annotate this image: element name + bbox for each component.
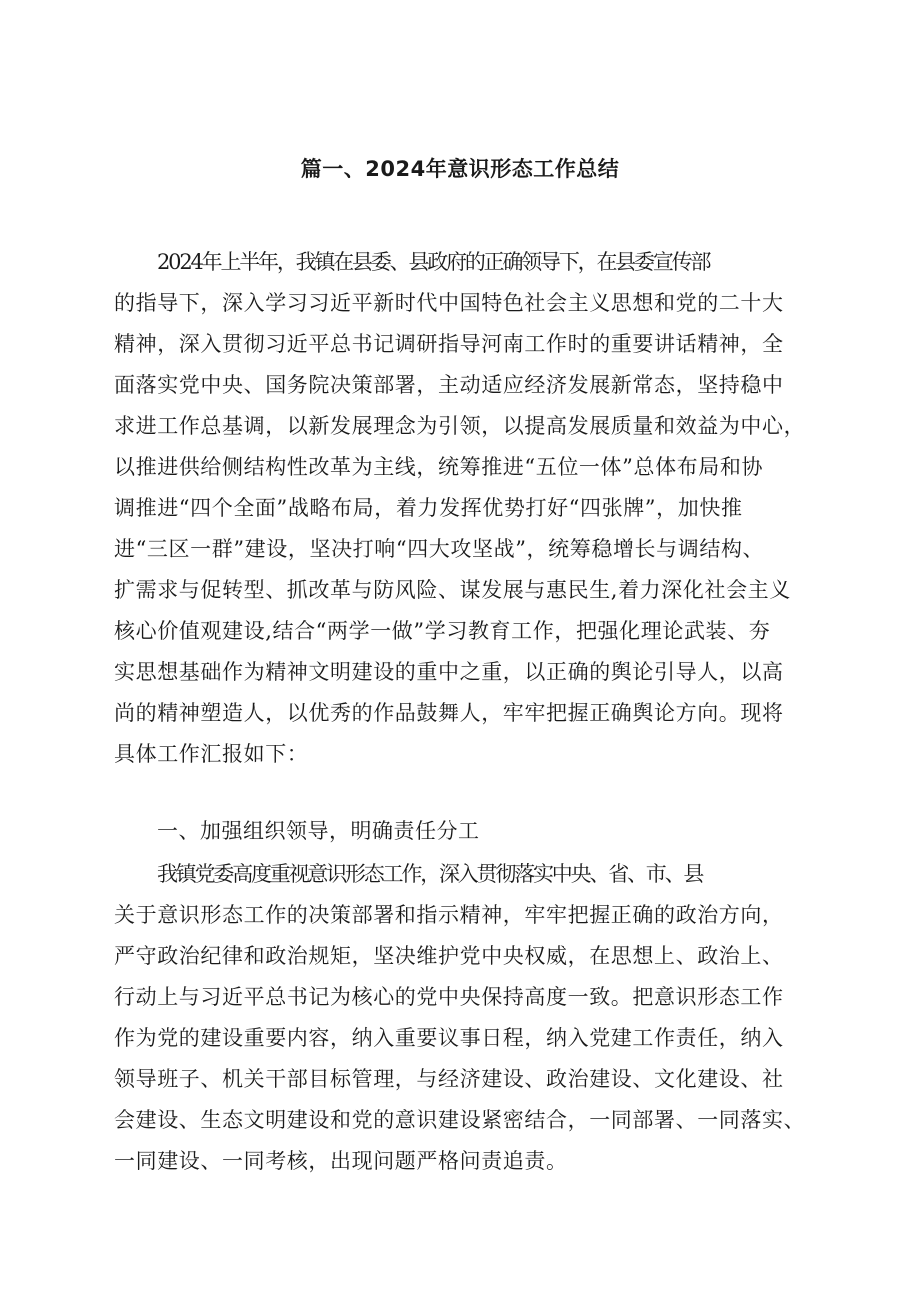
paragraph-line: 领导班子、机关干部目标管理，与经济建设、政治建设、文化建设、社 [114,1067,784,1091]
paragraph-line: 行动上与习近平总书记为核心的党中央保持高度一致。把意识形态工作 [114,985,784,1009]
paragraph-line: 实思想基础作为精神文明建设的重中之重，以正确的舆论引导人，以高 [114,660,784,684]
paragraph-line: 精神，深入贯彻习近平总书记调研指导河南工作时的重要讲话精神，全 [114,332,784,356]
paragraph-line: 会建设、生态文明建设和党的意识建设紧密结合，一同部署、一同落实、 [114,1108,806,1132]
paragraph-line: 以推进供给侧结构性改革为主线，统筹推进“五位一体”总体布局和协 [114,455,764,479]
paragraph-line: 具体工作汇报如下： [114,742,309,766]
paragraph-line: 核心价值观建设,结合“两学一做”学习教育工作，把强化理论武装、夯 [114,619,771,643]
paragraph-line: 面落实党中央、国务院决策部署，主动适应经济发展新常态，坚持稳中 [114,373,784,397]
paragraph-line: 求进工作总基调，以新发展理念为引领，以提高发展质量和效益为中心， [114,414,806,438]
paragraph-line: 的指导下，深入学习习近平新时代中国特色社会主义思想和党的二十大 [114,291,784,315]
paragraph-line: 我镇党委高度重视意识形态工作，深入贯彻落实中央、省、市、县 [157,862,703,886]
paragraph-line: 进“三区一群”建设，坚决打响“四大攻坚战”，统筹稳增长与调结构、 [114,537,765,561]
paragraph-line: 关于意识形态工作的决策部署和指示精神，牢牢把握正确的政治方向， [114,903,784,927]
paragraph-line: 一同建设、一同考核，出现问题严格问责追责。 [114,1149,568,1173]
document-title: 篇一、2024年意识形态工作总结 [300,157,620,181]
paragraph-line: 扩需求与促转型、抓改革与防风险、谋发展与惠民生,着力深化社会主义 [114,578,791,602]
paragraph-line: 调推进“四个全面”战略布局，着力发挥优势打好“四张牌”，加快推 [114,496,743,520]
paragraph-line: 2024年上半年，我镇在县委、县政府的正确领导下，在县委宣传部 [157,250,710,274]
paragraph-line: 作为党的建设重要内容，纳入重要议事日程，纳入党建工作责任，纳入 [114,1026,784,1050]
section-heading: 一、加强组织领导，明确责任分工 [157,819,480,843]
paragraph-line: 严守政治纪律和政治规矩，坚决维护党中央权威，在思想上、政治上、 [114,944,784,968]
paragraph-line: 尚的精神塑造人，以优秀的作品鼓舞人，牢牢把握正确舆论方向。现将 [114,701,784,725]
